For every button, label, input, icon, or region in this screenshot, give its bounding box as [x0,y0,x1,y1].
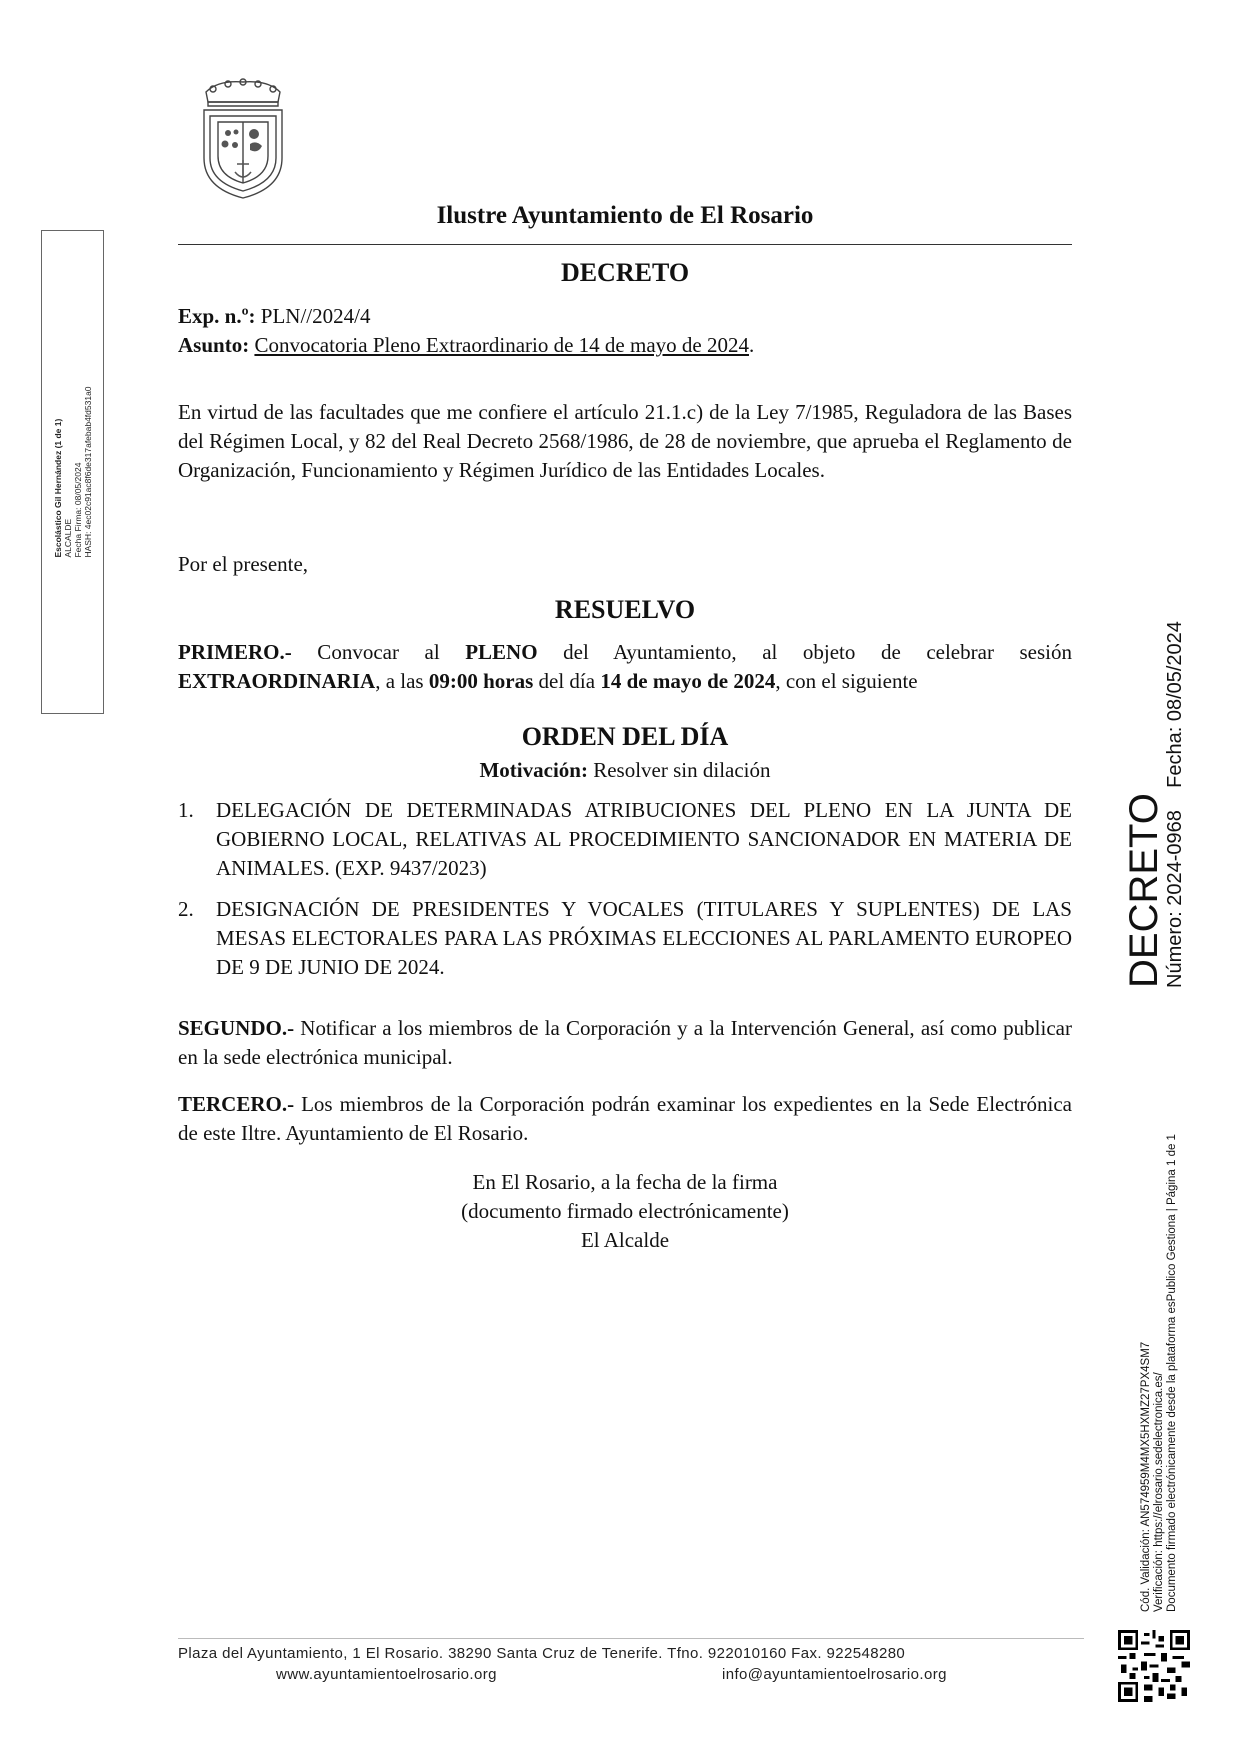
agenda-item [178,796,1072,883]
organization-name: Ilustre Ayuntamiento de El Rosario [436,202,814,229]
tercero-text: Los miembros de la Corporación podrán examinar los expedientes en la Sede Electrónica de este Iltre. Ayuntamiento de El Rosario. [178,1092,1072,1145]
subject-label: Asunto: [178,333,250,357]
closing-signed-note: (documento firmado electrónicamente) [461,1199,789,1223]
agenda-item-number: 2. [178,897,194,921]
primero-paragraph [178,638,1072,696]
signature-hash: HASH: 4ec02c91ac8f6de317afebab4fd531a0 [82,386,93,558]
agenda-item-text: DELEGACIÓN DE DETERMINADAS ATRIBUCIONES DEL PLENO EN LA JUNTA DE GOBIERNO LOCAL, RELATIVAS AL PROCEDIMIENTO SANCIONADOR EN MATERIA DE ANIMALES. (EXP. 9437/2023) [216,798,1072,880]
municipal-crest-logo [198,78,288,202]
signature-date: Fecha Firma: 08/05/2024 [72,462,83,558]
document-title: DECRETO [560,258,690,287]
primero-bold-3: 09:00 horas [428,669,534,693]
resolve-heading: RESUELVO [554,595,696,624]
primero-text-1: Convocar al [291,640,466,664]
footer-divider [178,1638,1084,1639]
primero-text-5: , con el siguiente [775,669,918,693]
side-validation-block [1140,1134,1179,1612]
signature-text [53,386,93,557]
signer-role: ALCALDE [62,518,73,558]
footer-website: www.ayuntamientoelrosario.org [276,1666,497,1683]
expedient-label: Exp. n.º: [178,304,256,328]
signature-box [41,230,104,714]
side-decree-title: DECRETO [1122,793,1166,988]
primero-text-2: del Ayuntamiento, al objeto de celebrar sesión [537,640,1072,664]
agenda-item-text: DESIGNACIÓN DE PRESIDENTES Y VOCALES (TITULARES Y SUPLENTES) DE LAS MESAS ELECTORALES PARA LAS PRÓXIMAS ELECCIONES AL PARLAMENTO EUROPEO DE 9 DE JUNIO DE 2024. [216,897,1072,979]
footer-address: Plaza del Ayuntamiento, 1 El Rosario. 38290 Santa Cruz de Tenerife. Tfno. 922010160 Fax. 922548280 [178,1645,906,1662]
closing-place-date: En El Rosario, a la fecha de la firma [472,1170,778,1194]
side-decree-number: Número: 2024-0968 [1164,810,1186,988]
primero-bold-1: PLENO [465,640,538,664]
primero-text-3: , a las [375,669,429,693]
segundo-paragraph [178,1014,1072,1072]
side-verification-url: Verificación: https://elrosario.sedelectronica.es/ [1153,1372,1165,1612]
footer-email: info@ayuntamientoelrosario.org [722,1666,947,1683]
primero-bold-2: EXTRAORDINARIA [178,669,376,693]
subject-value: Convocatoria Pleno Extraordinario de 14 de mayo de 2024 [254,333,749,357]
primero-text-4: del día [533,669,601,693]
motivation-line [178,756,1072,785]
side-platform-note: Documento firmado electrónicamente desde la plataforma esPublico Gestiona | Página 1 de 1 [1166,1134,1178,1612]
tercero-label: TERCERO.- [178,1092,295,1116]
side-validation-code: Cód. Validación: AN574959M4MX5HXMZ27PX4SM7 [1140,1341,1152,1612]
primero-label: PRIMERO.- [178,640,292,664]
signer-name: Escolástico Gil Hernández (1 de 1) [52,418,63,558]
motivation-value: Resolver sin dilación [587,758,771,782]
agenda-heading: ORDEN DEL DÍA [521,722,729,751]
closing-signatory: El Alcalde [580,1228,670,1252]
closing-block [178,1168,1072,1255]
header-divider [178,244,1072,245]
agenda-item [178,895,1072,982]
side-decree-number-date [1164,621,1186,988]
qr-code-icon [1118,1630,1190,1702]
agenda-list [178,796,1072,994]
agenda-item-number: 1. [178,798,194,822]
side-decree-date: Fecha: 08/05/2024 [1164,621,1186,788]
primero-bold-4: 14 de mayo de 2024 [600,669,776,693]
subject-line: Asunto: Convocatoria Pleno Extraordinario de 14 de mayo de 2024. [178,333,755,357]
expedient-line [178,302,370,331]
segundo-text: Notificar a los miembros de la Corporación y a la Intervención General, así como publicar en la sede electrónica municipal. [178,1016,1072,1069]
segundo-label: SEGUNDO.- [178,1016,295,1040]
tercero-paragraph [178,1090,1072,1148]
present-paragraph: Por el presente, [178,552,309,576]
intro-paragraph: En virtud de las facultades que me confiere el artículo 21.1.c) de la Ley 7/1985, Reguladora de las Bases del Régimen Local, y 82 del Real Decreto 2568/1986, de 28 de noviembre, que aprueba el Reglamento de Organización, Funcionamiento y Régimen Jurídico de las Entidades Locales. [178,400,1072,482]
expedient-value: PLN//2024/4 [260,304,371,328]
motivation-label: Motivación: [479,758,588,782]
